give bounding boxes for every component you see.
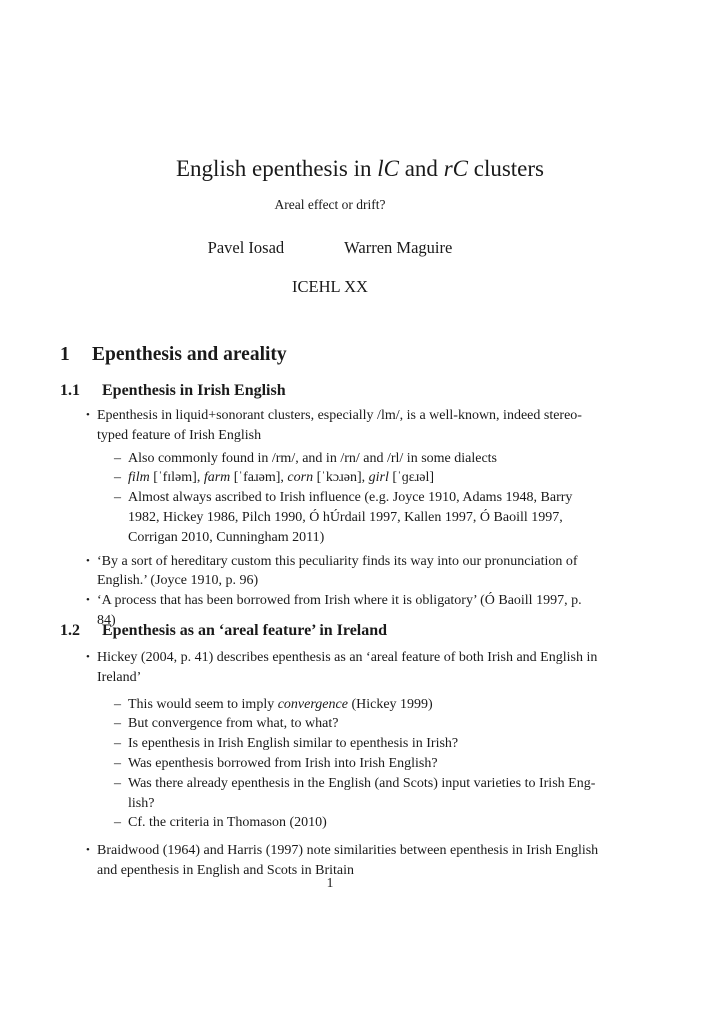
bullet-text: ‘By a sort of hereditary custom this peculiarity finds its way into our pronunciation of English.’ (Joyce 1910, p. 96): [97, 553, 578, 589]
dash-text: Almost always ascribed to Irish influence (e.g. Joyce 1910, Adams 1948, Barry 1982, Hickey 1986, Pilch 1990, Ó hÚrdail 1997, Kallen 1997, Ó Baoill 1997, Corrigan 2010, Cunningham 2011): [128, 490, 573, 545]
section-title: Epenthesis and areality: [92, 344, 287, 365]
dash-marker: –: [114, 450, 121, 466]
dash-item: [0, 734, 602, 754]
bullet-marker: •: [86, 651, 90, 663]
transcription: [ˈfɪləm],: [149, 470, 204, 486]
dash-item: [0, 754, 602, 774]
section-heading: [60, 342, 287, 368]
dash-text: Was there already epenthesis in the English (and Scots) input varieties to Irish Eng-lish?: [128, 775, 596, 811]
example-word: corn: [287, 470, 314, 486]
bullet-item: [0, 406, 599, 446]
dash-marker: –: [114, 775, 121, 791]
example-word: farm: [203, 470, 231, 486]
transcription: [ˈkɔɹən],: [313, 470, 369, 486]
dash-text: Cf. the criteria in Thomason (2010): [128, 815, 327, 831]
dash-item: [0, 488, 602, 547]
dash-marker: –: [114, 736, 121, 752]
title-rc: rC: [443, 156, 468, 181]
bullet-marker: •: [86, 554, 90, 567]
subsection-heading: [60, 380, 286, 402]
bullet-marker: •: [86, 844, 90, 857]
paper-title: [0, 152, 720, 186]
dash-item: [0, 714, 602, 734]
dash-item: [0, 468, 602, 488]
dash-list: [0, 695, 720, 834]
subsection-heading: [60, 620, 387, 642]
author-name: Pavel Iosad: [207, 238, 285, 257]
page-number: 1: [326, 875, 334, 890]
dash-text: But convergence from what, to what?: [128, 716, 339, 732]
dash-marker: –: [114, 815, 121, 831]
conference-name: ICEHL XX: [292, 277, 368, 296]
dash-item: [0, 813, 602, 833]
section-number: 1: [60, 344, 70, 365]
dash-marker: –: [114, 470, 121, 486]
dash-list: [0, 449, 720, 548]
example-word: film: [128, 470, 150, 486]
dash-text: This would seem to imply: [128, 696, 278, 712]
title-part-3: clusters: [467, 156, 544, 181]
dash-marker: –: [114, 490, 121, 506]
dash-marker: –: [114, 696, 121, 712]
subsection-body: [0, 406, 720, 631]
bullet-item: [0, 552, 599, 592]
transcription: [ˈfaɹəm],: [230, 470, 288, 486]
dash-marker: –: [114, 755, 121, 771]
bullet-text: Braidwood (1964) and Harris (1997) note similarities between epenthesis in Irish English and epenthesis in English and Scots in Britain: [97, 843, 599, 878]
title-lc: lC: [377, 156, 399, 181]
subsection-title: Epenthesis as an ‘areal feature’ in Ireland: [102, 622, 388, 639]
author-list: [0, 237, 660, 259]
dash-item: [0, 774, 602, 814]
title-part-2: and: [398, 156, 444, 181]
subsection-title: Epenthesis in Irish English: [102, 382, 286, 399]
bullet-text: ‘A process that has been borrowed from Irish where it is obligatory’ (Ó Baoill 1997, p. 84): [97, 593, 582, 628]
bullet-marker: •: [86, 409, 90, 421]
dash-text: (Hickey 1999): [347, 696, 433, 712]
dash-marker: –: [114, 716, 121, 732]
subsection-number: 1.2: [60, 622, 80, 639]
transcription: [ˈɡɛɹəl]: [388, 470, 435, 486]
dash-text: Was epenthesis borrowed from Irish into Irish English?: [128, 755, 438, 771]
subsection-number: 1.1: [60, 382, 80, 399]
bullet-item: [0, 648, 599, 688]
bullet-text: Epenthesis in liquid+sonorant clusters, especially /lm/, is a well-known, indeed stereo-typed feature of Irish English: [97, 408, 582, 443]
emphasis-term: convergence: [277, 696, 348, 712]
dash-item: [0, 449, 602, 469]
dash-text: Is epenthesis in Irish English similar to epenthesis in Irish?: [128, 736, 459, 752]
title-part-1: English epenthesis in: [176, 156, 378, 181]
paper-subtitle: Areal effect or drift?: [274, 197, 386, 212]
dash-item: [0, 695, 602, 715]
example-word: girl: [368, 470, 389, 486]
dash-text: Also commonly found in /rm/, and in /rn/ and /rl/ in some dialects: [128, 450, 498, 466]
bullet-text: Hickey (2004, p. 41) describes epenthesis as an ‘areal feature of both Irish and English in Ireland’: [97, 650, 598, 685]
bullet-marker: •: [86, 594, 90, 607]
author-name: Warren Maguire: [344, 238, 453, 257]
subsection-body: [0, 648, 720, 881]
